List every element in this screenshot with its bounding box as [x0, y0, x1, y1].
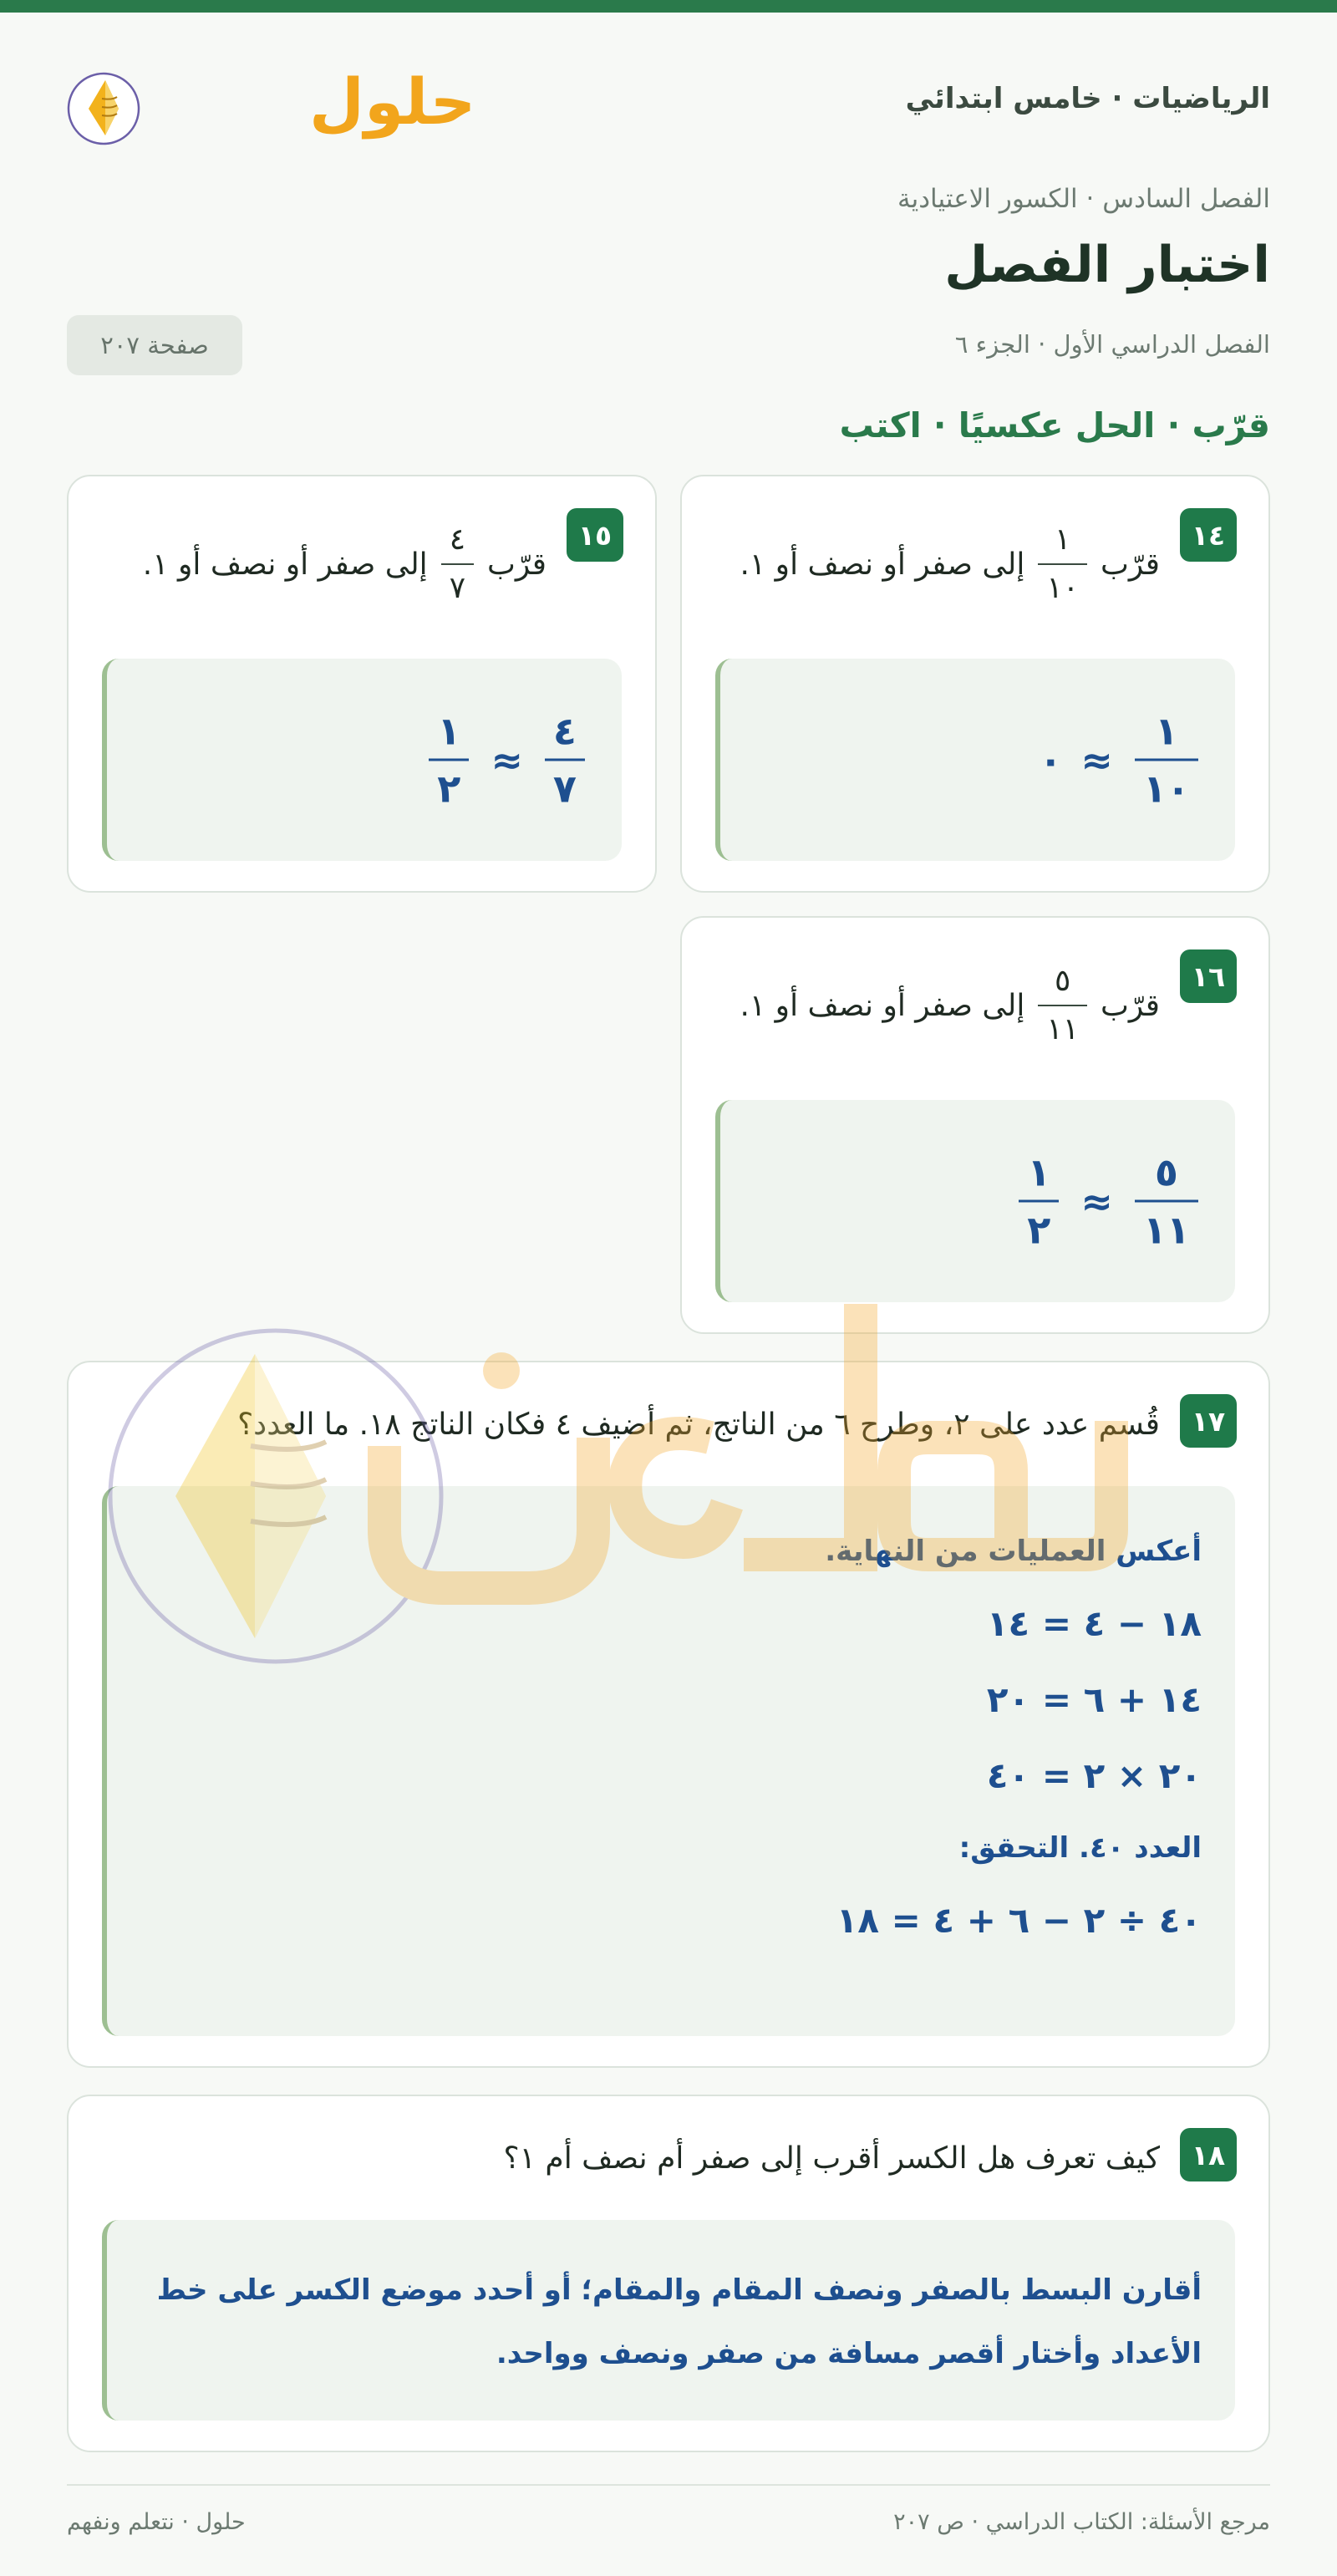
logo-icon — [67, 57, 476, 149]
verification-label: العدد ٤٠. التحقق: — [958, 1831, 1202, 1865]
question-card-15 — [67, 475, 657, 893]
question-prefix: قرّب — [487, 547, 546, 582]
chapter-line: الفصل السادس · الكسور الاعتيادية — [897, 184, 1270, 214]
answer-expression — [1015, 1149, 1202, 1253]
answer-fraction: $\frac{٤}{٧}$ — [545, 712, 585, 808]
svg-text:حلول: حلول — [309, 64, 476, 139]
question-text — [740, 966, 1160, 1045]
question-number-badge: ١٨ — [1180, 2128, 1237, 2181]
subject-label: الرياضيات · خامس ابتدائي — [905, 82, 1270, 115]
fraction: $\frac{٤}{٧}$ — [441, 525, 474, 603]
verification-equation: ٤٠ ÷ ٢ − ٦ + ٤ = ١٨ — [836, 1900, 1202, 1941]
answer-paragraph: أقارن البسط بالصفر ونصف المقام والمقام؛ أو أحدد موضع الكسر على خط الأعداد وأختار أقصر مسافة من صفر ونصف وواحد. — [156, 2273, 1202, 2370]
answer-box — [102, 1486, 1235, 2036]
footer-divider — [67, 2484, 1270, 2486]
question-text: كيف تعرف هل الكسر أقرب إلى صفر أم نصف أم ١؟ — [503, 2141, 1160, 2176]
solution-hint: أعكس العمليات من النهاية. — [825, 1535, 1202, 1568]
solution-step: ١٤ + ٦ = ٢٠ — [986, 1679, 1202, 1720]
result-fraction: $\frac{١}{٢}$ — [429, 712, 469, 808]
question-suffix: إلى صفر أو نصف أو ١. — [740, 547, 1025, 582]
question-text — [142, 522, 546, 605]
answer-box — [102, 659, 622, 861]
question-number-badge: ١٤ — [1180, 508, 1237, 562]
question-prefix: قرّب — [1101, 988, 1160, 1023]
page-header — [67, 57, 1270, 149]
question-card-18 — [67, 2095, 1270, 2452]
question-text — [740, 522, 1160, 605]
question-number-badge: ١٦ — [1180, 949, 1237, 1003]
footer-brand: حلول · نتعلم ونفهم — [67, 2509, 246, 2535]
answer-fraction: $\frac{٥}{١١}$ — [1135, 1153, 1198, 1250]
top-accent-bar — [0, 0, 1337, 13]
question-text: قُسم عدد على ٢، وطرح ٦ من الناتج، ثم أضيف ٤ فكان الناتج ١٨. ما العدد؟ — [237, 1408, 1160, 1442]
section-title: قرّب · الحل عكسيًا · اكتب — [839, 405, 1270, 445]
answer-box — [102, 2220, 1235, 2421]
question-card-16 — [680, 916, 1270, 1334]
question-card-17 — [67, 1361, 1270, 2068]
answer-result: ٠ — [1039, 737, 1063, 782]
answer-expression — [425, 708, 588, 812]
solution-steps — [140, 1535, 1202, 1941]
solution-step: ٢٠ × ٢ = ٤٠ — [986, 1755, 1202, 1796]
question-card-14 — [680, 475, 1270, 893]
hulul-logo[interactable] — [67, 57, 476, 149]
question-suffix: إلى صفر أو نصف أو ١. — [740, 988, 1025, 1023]
approx-sign: ≈ — [1080, 737, 1113, 782]
fraction: $\frac{١}{١٠}$ — [1038, 525, 1087, 603]
result-fraction: $\frac{١}{٢}$ — [1019, 1153, 1059, 1250]
fraction: $\frac{٥}{١١}$ — [1038, 966, 1087, 1045]
question-suffix: إلى صفر أو نصف أو ١. — [142, 547, 428, 582]
question-number-badge: ١٧ — [1180, 1394, 1237, 1448]
answer-fraction: $\frac{١}{١٠}$ — [1135, 712, 1198, 808]
question-number-badge: ١٥ — [567, 508, 623, 562]
answer-expression — [1039, 708, 1202, 812]
solution-step: ١٨ − ٤ = ١٤ — [986, 1603, 1202, 1644]
answer-box — [715, 659, 1235, 861]
approx-sign: ≈ — [491, 737, 523, 782]
question-prefix: قرّب — [1101, 547, 1160, 582]
page-title: اختبار الفصل — [944, 236, 1270, 294]
footer-source: مرجع الأسئلة: الكتاب الدراسي · ص ٢٠٧ — [893, 2509, 1270, 2535]
semester-line: الفصل الدراسي الأول · الجزء ٦ — [954, 330, 1270, 359]
approx-sign: ≈ — [1080, 1179, 1113, 1224]
answer-box — [715, 1100, 1235, 1302]
page-badge: صفحة ٢٠٧ — [67, 315, 242, 375]
